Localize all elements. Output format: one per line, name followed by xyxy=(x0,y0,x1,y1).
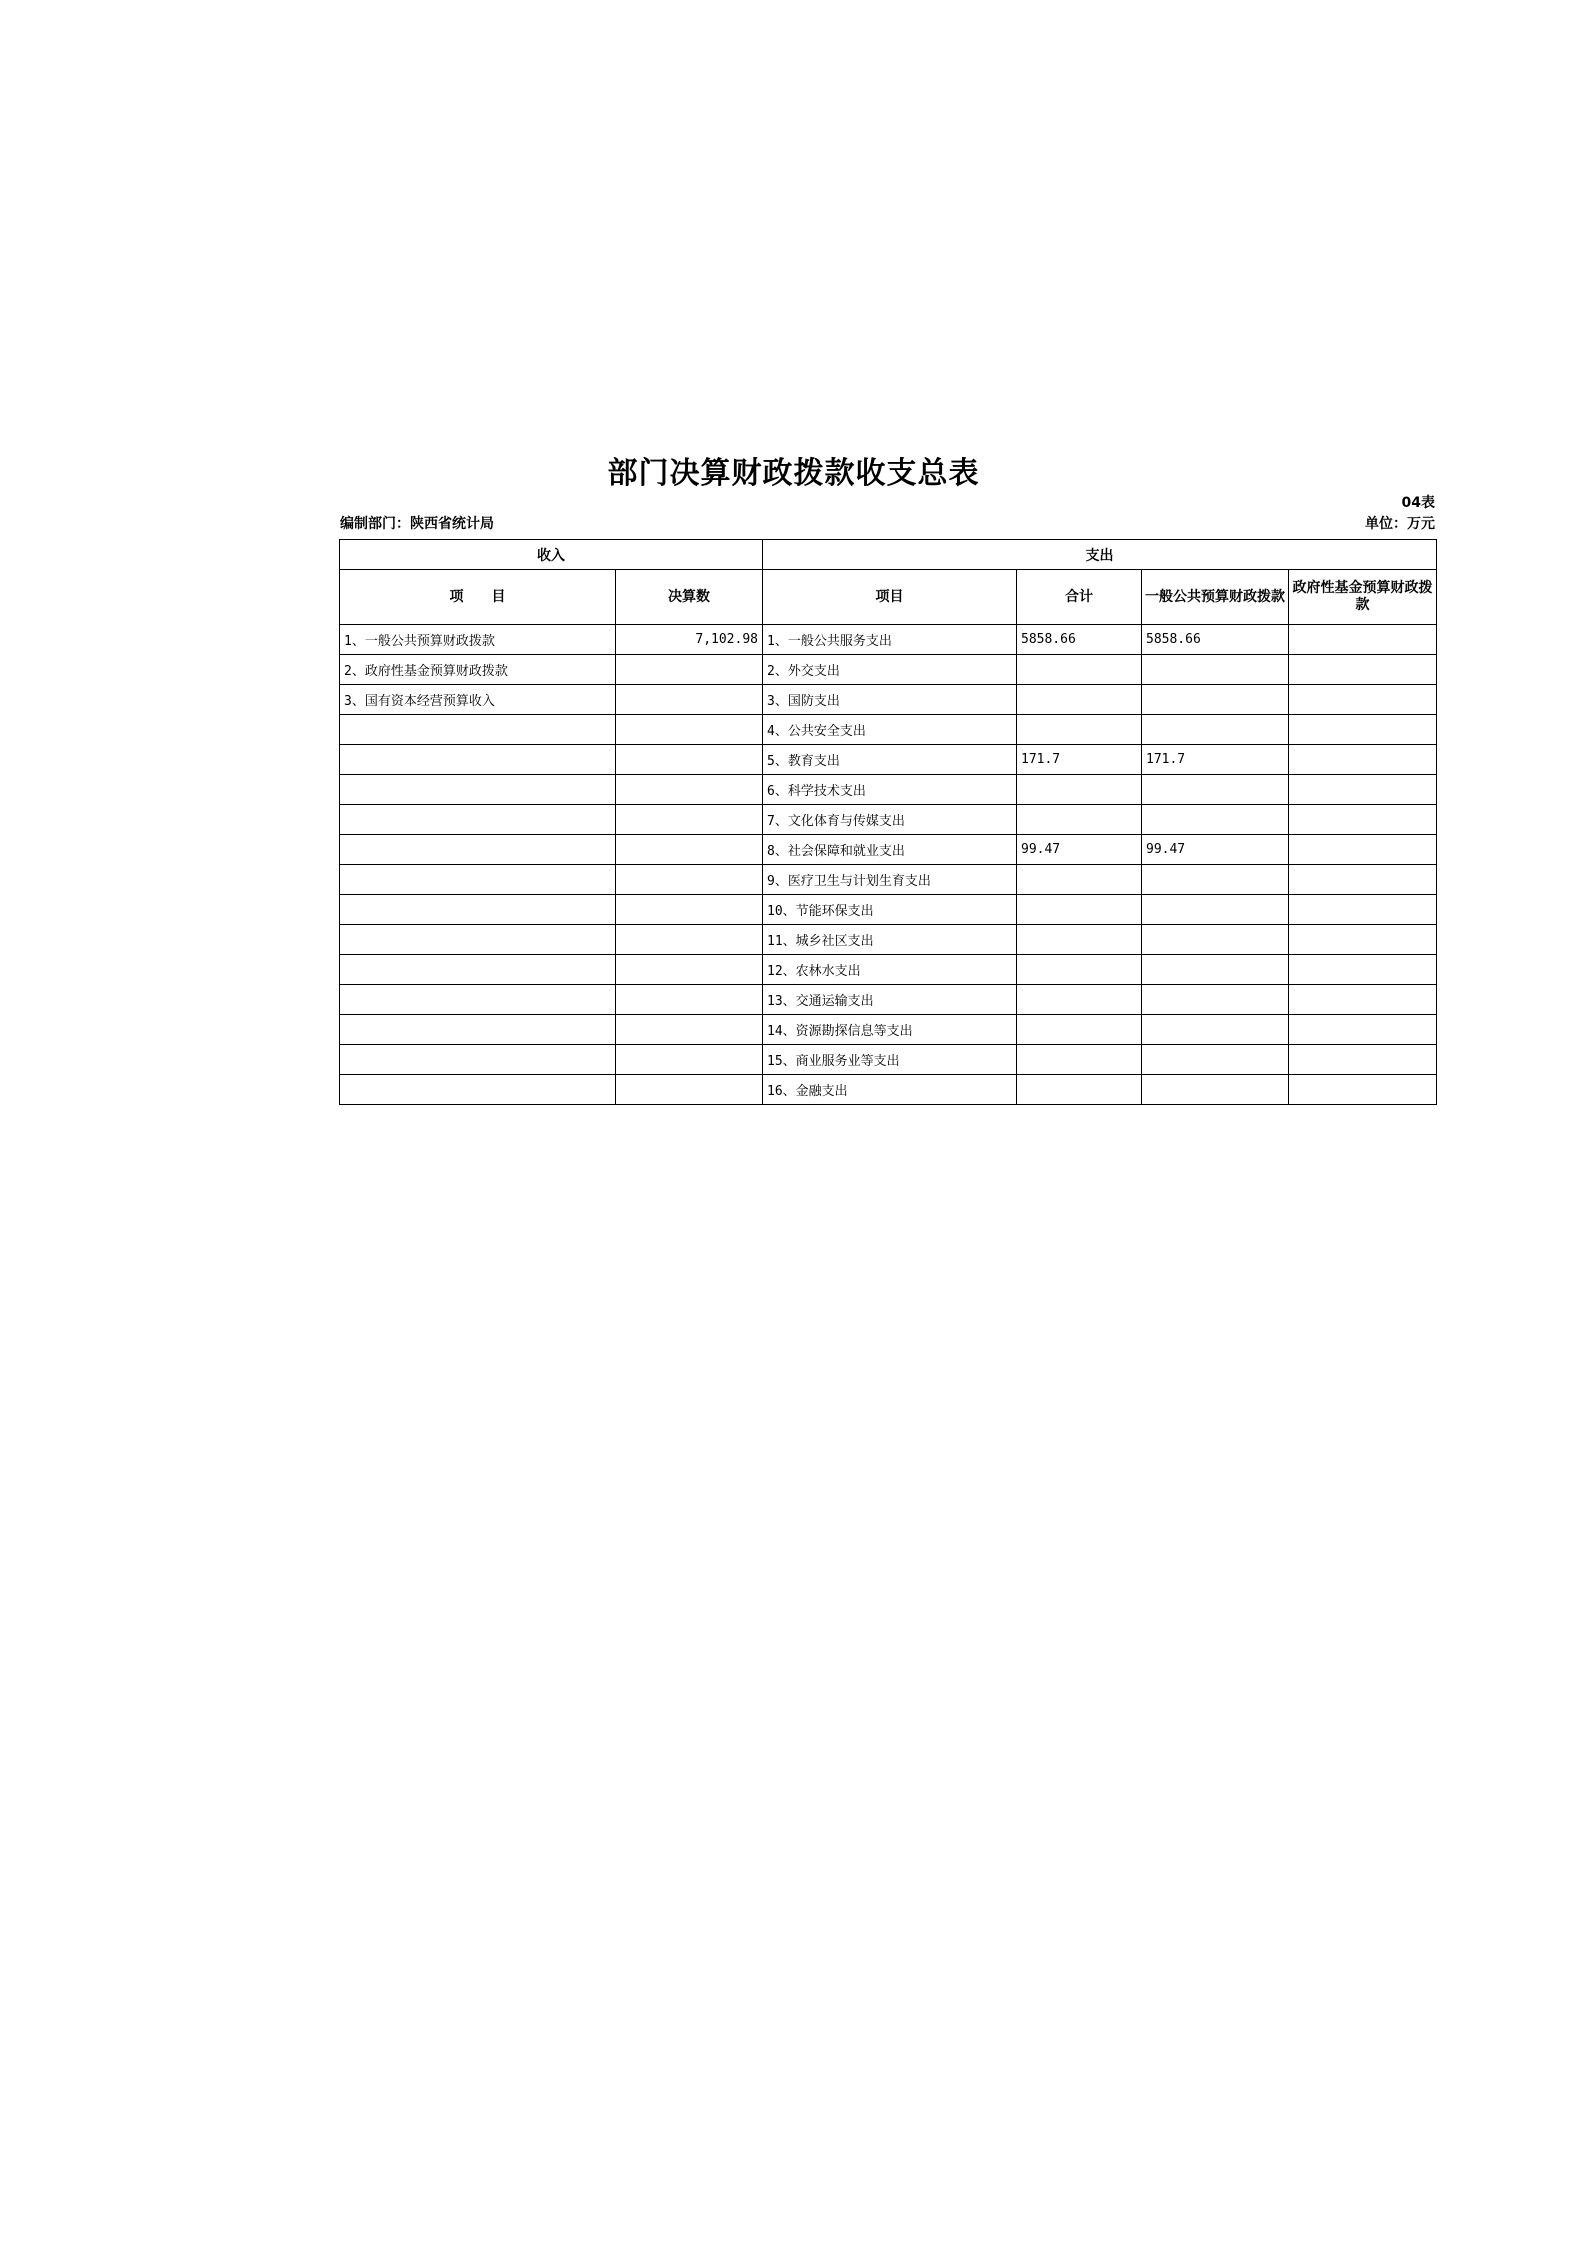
income-item-cell xyxy=(340,955,616,985)
column-header-row xyxy=(340,570,1437,625)
income-item-cell xyxy=(340,745,616,775)
income-amount-cell xyxy=(616,985,763,1015)
table-row xyxy=(340,655,1437,685)
gov-fund-cell xyxy=(1289,865,1437,895)
general-budget-cell xyxy=(1142,685,1289,715)
total-cell xyxy=(1017,985,1142,1015)
expense-item-cell: 7、文化体育与传媒支出 xyxy=(763,805,1017,835)
general-budget-cell xyxy=(1142,865,1289,895)
income-amount-cell xyxy=(616,955,763,985)
table-row xyxy=(340,625,1437,655)
income-item-cell xyxy=(340,985,616,1015)
total-cell xyxy=(1017,1075,1142,1105)
income-item-cell xyxy=(340,835,616,865)
org-label: 编制部门：陕西省统计局 xyxy=(340,516,494,532)
table-row xyxy=(340,1015,1437,1045)
table-row xyxy=(340,715,1437,745)
expense-item-cell: 16、金融支出 xyxy=(763,1075,1017,1105)
total-cell xyxy=(1017,895,1142,925)
income-amount-cell xyxy=(616,715,763,745)
total-cell xyxy=(1017,1015,1142,1045)
general-budget-cell xyxy=(1142,925,1289,955)
table-body xyxy=(340,540,1437,1105)
col-income-item: 项 目 xyxy=(340,570,616,625)
income-item-cell xyxy=(340,775,616,805)
col-total: 合计 xyxy=(1017,570,1142,625)
total-cell xyxy=(1017,685,1142,715)
table-row xyxy=(340,745,1437,775)
total-cell xyxy=(1017,1045,1142,1075)
total-cell: 99.47 xyxy=(1017,835,1142,865)
general-budget-cell xyxy=(1142,805,1289,835)
income-item-cell xyxy=(340,805,616,835)
income-item-cell: 3、国有资本经营预算收入 xyxy=(340,685,616,715)
income-item-cell xyxy=(340,895,616,925)
table-row xyxy=(340,1075,1437,1105)
income-amount-cell xyxy=(616,835,763,865)
general-budget-cell xyxy=(1142,895,1289,925)
income-amount-cell xyxy=(616,685,763,715)
table-row xyxy=(340,685,1437,715)
gov-fund-cell xyxy=(1289,955,1437,985)
total-cell xyxy=(1017,925,1142,955)
table-row xyxy=(340,865,1437,895)
gov-fund-cell xyxy=(1289,835,1437,865)
expense-item-cell: 3、国防支出 xyxy=(763,685,1017,715)
general-budget-cell xyxy=(1142,1015,1289,1045)
expense-item-cell: 8、社会保障和就业支出 xyxy=(763,835,1017,865)
general-budget-cell: 171.7 xyxy=(1142,745,1289,775)
form-number: 04表 xyxy=(1401,495,1435,511)
income-amount-cell xyxy=(616,925,763,955)
expense-item-cell: 1、一般公共服务支出 xyxy=(763,625,1017,655)
income-amount-cell xyxy=(616,745,763,775)
expense-item-cell: 11、城乡社区支出 xyxy=(763,925,1017,955)
general-budget-cell xyxy=(1142,775,1289,805)
table-row xyxy=(340,775,1437,805)
income-header: 收入 xyxy=(340,540,763,570)
income-item-cell xyxy=(340,865,616,895)
general-budget-cell xyxy=(1142,985,1289,1015)
gov-fund-cell xyxy=(1289,625,1437,655)
gov-fund-cell xyxy=(1289,685,1437,715)
gov-fund-cell xyxy=(1289,805,1437,835)
gov-fund-cell xyxy=(1289,745,1437,775)
expense-item-cell: 5、教育支出 xyxy=(763,745,1017,775)
col-gov-fund: 政府性基金预算财政拨款 xyxy=(1289,570,1437,625)
income-amount-cell xyxy=(616,655,763,685)
income-amount-cell xyxy=(616,1075,763,1105)
general-budget-cell xyxy=(1142,1075,1289,1105)
general-budget-cell xyxy=(1142,1045,1289,1075)
table-row xyxy=(340,895,1437,925)
gov-fund-cell xyxy=(1289,925,1437,955)
total-cell: 5858.66 xyxy=(1017,625,1142,655)
general-budget-cell xyxy=(1142,955,1289,985)
income-amount-cell: 7,102.98 xyxy=(616,625,763,655)
gov-fund-cell xyxy=(1289,1075,1437,1105)
total-cell xyxy=(1017,715,1142,745)
gov-fund-cell xyxy=(1289,1015,1437,1045)
income-amount-cell xyxy=(616,895,763,925)
expense-item-cell: 15、商业服务业等支出 xyxy=(763,1045,1017,1075)
general-budget-cell xyxy=(1142,715,1289,745)
income-amount-cell xyxy=(616,775,763,805)
unit-label: 单位：万元 xyxy=(1365,516,1435,532)
total-cell xyxy=(1017,805,1142,835)
total-cell xyxy=(1017,955,1142,985)
general-budget-cell: 5858.66 xyxy=(1142,625,1289,655)
income-amount-cell xyxy=(616,1015,763,1045)
expense-item-cell: 14、资源勘探信息等支出 xyxy=(763,1015,1017,1045)
gov-fund-cell xyxy=(1289,1045,1437,1075)
income-item-cell xyxy=(340,1015,616,1045)
total-cell xyxy=(1017,865,1142,895)
col-income-amount: 决算数 xyxy=(616,570,763,625)
total-cell xyxy=(1017,655,1142,685)
expense-item-cell: 12、农林水支出 xyxy=(763,955,1017,985)
income-item-cell xyxy=(340,1045,616,1075)
general-budget-cell: 99.47 xyxy=(1142,835,1289,865)
income-item-cell xyxy=(340,715,616,745)
income-amount-cell xyxy=(616,805,763,835)
expense-item-cell: 2、外交支出 xyxy=(763,655,1017,685)
table-row xyxy=(340,925,1437,955)
income-amount-cell xyxy=(616,865,763,895)
table-row xyxy=(340,1045,1437,1075)
expense-item-cell: 9、医疗卫生与计划生育支出 xyxy=(763,865,1017,895)
expense-item-cell: 13、交通运输支出 xyxy=(763,985,1017,1015)
expense-header: 支出 xyxy=(763,540,1437,570)
gov-fund-cell xyxy=(1289,775,1437,805)
expense-item-cell: 6、科学技术支出 xyxy=(763,775,1017,805)
gov-fund-cell xyxy=(1289,655,1437,685)
expense-item-cell: 4、公共安全支出 xyxy=(763,715,1017,745)
expense-item-cell: 10、节能环保支出 xyxy=(763,895,1017,925)
gov-fund-cell xyxy=(1289,715,1437,745)
page-title: 部门决算财政拨款收支总表 xyxy=(607,456,980,491)
income-amount-cell xyxy=(616,1045,763,1075)
col-general-budget: 一般公共预算财政拨款 xyxy=(1142,570,1289,625)
income-item-cell: 2、政府性基金预算财政拨款 xyxy=(340,655,616,685)
fiscal-summary-table xyxy=(339,539,1437,1105)
total-cell: 171.7 xyxy=(1017,745,1142,775)
total-cell xyxy=(1017,775,1142,805)
income-item-cell xyxy=(340,1075,616,1105)
income-item-cell: 1、一般公共预算财政拨款 xyxy=(340,625,616,655)
income-item-cell xyxy=(340,925,616,955)
col-expense-item: 项目 xyxy=(763,570,1017,625)
general-budget-cell xyxy=(1142,655,1289,685)
section-header-row xyxy=(340,540,1437,570)
table-row xyxy=(340,955,1437,985)
table-row xyxy=(340,835,1437,865)
gov-fund-cell xyxy=(1289,985,1437,1015)
gov-fund-cell xyxy=(1289,895,1437,925)
table-row xyxy=(340,985,1437,1015)
table-row xyxy=(340,805,1437,835)
